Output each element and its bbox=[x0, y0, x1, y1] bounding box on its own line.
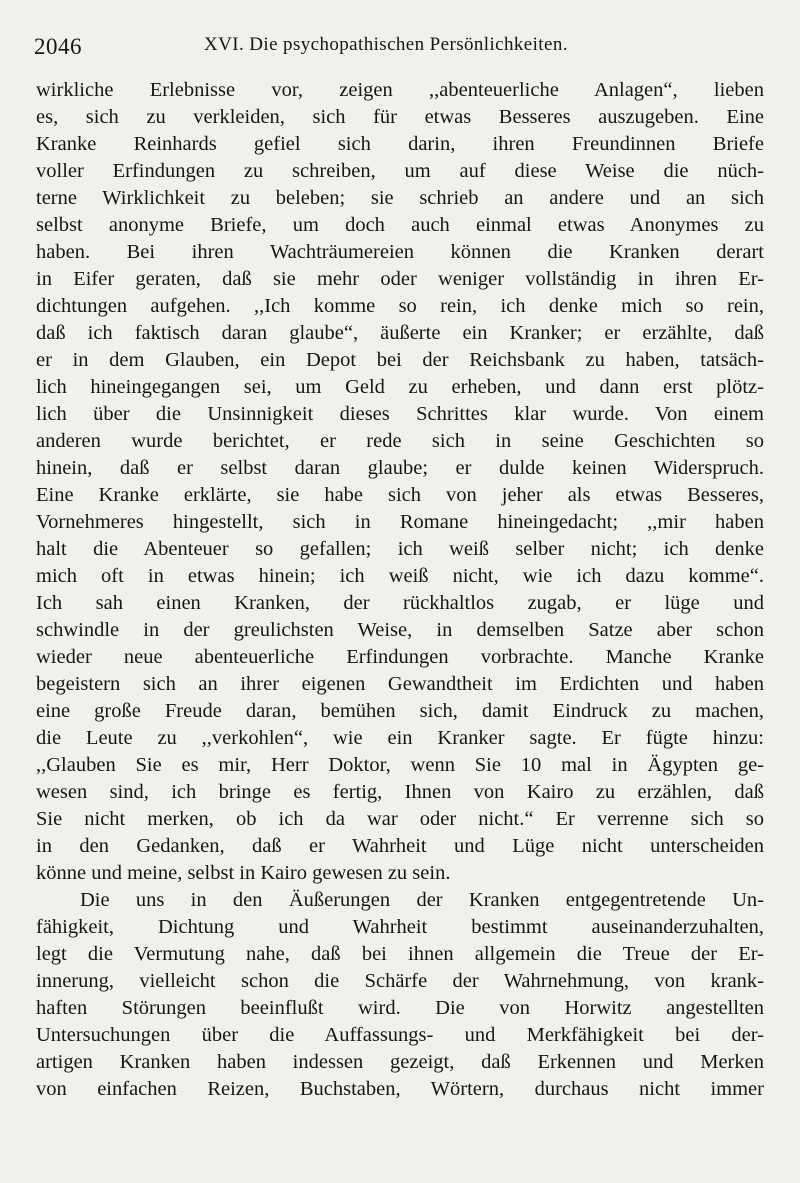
text-line: wesen sind, ich bringe es fertig, Ihnen von Kairo zu erzählen, daß bbox=[36, 781, 764, 803]
text-line: hinein, daß er selbst daran glaube; er dulde keinen Widerspruch. bbox=[36, 457, 764, 479]
text-line: Vornehmeres hingestellt, sich in Romane hineingedacht; ,,mir haben bbox=[36, 511, 764, 533]
text-line: lich hineingegangen sei, um Geld zu erheben, und dann erst plötz- bbox=[36, 376, 764, 398]
page-number: 2046 bbox=[34, 34, 82, 59]
text-line: anderen wurde berichtet, er rede sich in seine Geschichten so bbox=[36, 430, 764, 452]
running-title: XVI. Die psychopathischen Persönlichkeiten. bbox=[204, 34, 568, 55]
text-line: er in dem Glauben, ein Depot bei der Reichsbank zu haben, tatsäch- bbox=[36, 349, 764, 371]
text-line: ,,Glauben Sie es mir, Herr Doktor, wenn Sie 10 mal in Ägypten ge- bbox=[36, 754, 764, 776]
text-line: die Leute zu ,,verkohlen“, wie ein Kranker sagte. Er fügte hinzu: bbox=[36, 727, 764, 749]
text-line: voller Erfindungen zu schreiben, um auf diese Weise die nüch- bbox=[36, 160, 764, 182]
text-line: artigen Kranken haben indessen gezeigt, daß Erkennen und Merken bbox=[36, 1051, 764, 1073]
text-line: schwindle in der greulichsten Weise, in demselben Satze aber schon bbox=[36, 619, 764, 641]
text-line: Untersuchungen über die Auffassungs- und Merkfähigkeit bei der- bbox=[36, 1024, 764, 1046]
text-line: in den Gedanken, daß er Wahrheit und Lüge nicht unterscheiden bbox=[36, 835, 764, 857]
text-line: selbst anonyme Briefe, um doch auch einmal etwas Anonymes zu bbox=[36, 214, 764, 236]
text-line: fähigkeit, Dichtung und Wahrheit bestimmt auseinanderzuhalten, bbox=[36, 916, 764, 938]
text-line: Ich sah einen Kranken, der rückhaltlos zugab, er lüge und bbox=[36, 592, 764, 614]
paragraph-end-line: könne und meine, selbst in Kairo gewesen zu sein. bbox=[36, 862, 451, 884]
text-line: lich über die Unsinnigkeit dieses Schrittes klar wurde. Von einem bbox=[36, 403, 764, 425]
text-line: Kranke Reinhards gefiel sich darin, ihren Freundinnen Briefe bbox=[36, 133, 764, 155]
text-line: dichtungen aufgehen. ,,Ich komme so rein, ich denke mich so rein, bbox=[36, 295, 764, 317]
text-line: begeistern sich an ihrer eigenen Gewandtheit im Erdichten und haben bbox=[36, 673, 764, 695]
text-line: halt die Abenteuer so gefallen; ich weiß selber nicht; ich denke bbox=[36, 538, 764, 560]
text-line: eine große Freude daran, bemühen sich, damit Eindruck zu machen, bbox=[36, 700, 764, 722]
text-line: legt die Vermutung nahe, daß bei ihnen allgemein die Treue der Er- bbox=[36, 943, 764, 965]
text-line: von einfachen Reizen, Buchstaben, Wörtern, durchaus nicht immer bbox=[36, 1078, 764, 1100]
text-line: Eine Kranke erklärte, sie habe sich von jeher als etwas Besseres, bbox=[36, 484, 764, 506]
text-line: wieder neue abenteuerliche Erfindungen vorbrachte. Manche Kranke bbox=[36, 646, 764, 668]
text-line: Sie nicht merken, ob ich da war oder nicht.“ Er verrenne sich so bbox=[36, 808, 764, 830]
page-header bbox=[34, 30, 762, 66]
text-line: es, sich zu verkleiden, sich für etwas Besseres auszugeben. Eine bbox=[36, 106, 764, 128]
text-line: haften Störungen beeinflußt wird. Die von Horwitz angestellten bbox=[36, 997, 764, 1019]
body-text bbox=[36, 77, 764, 1103]
text-line: terne Wirklichkeit zu beleben; sie schrieb an andere und an sich bbox=[36, 187, 764, 209]
paragraph-start-line: Die uns in den Äußerungen der Kranken entgegentretende Un- bbox=[80, 889, 764, 911]
text-line: innerung, vielleicht schon die Schärfe der Wahrnehmung, von krank- bbox=[36, 970, 764, 992]
text-line: wirkliche Erlebnisse vor, zeigen ,,abenteuerliche Anlagen“, lieben bbox=[36, 79, 764, 101]
text-line: haben. Bei ihren Wachträumereien können die Kranken derart bbox=[36, 241, 764, 263]
text-line: in Eifer geraten, daß sie mehr oder weniger vollständig in ihren Er- bbox=[36, 268, 764, 290]
text-line: daß ich faktisch daran glaube“, äußerte ein Kranker; er erzählte, daß bbox=[36, 322, 764, 344]
text-line: mich oft in etwas hinein; ich weiß nicht, wie ich dazu komme“. bbox=[36, 565, 764, 587]
